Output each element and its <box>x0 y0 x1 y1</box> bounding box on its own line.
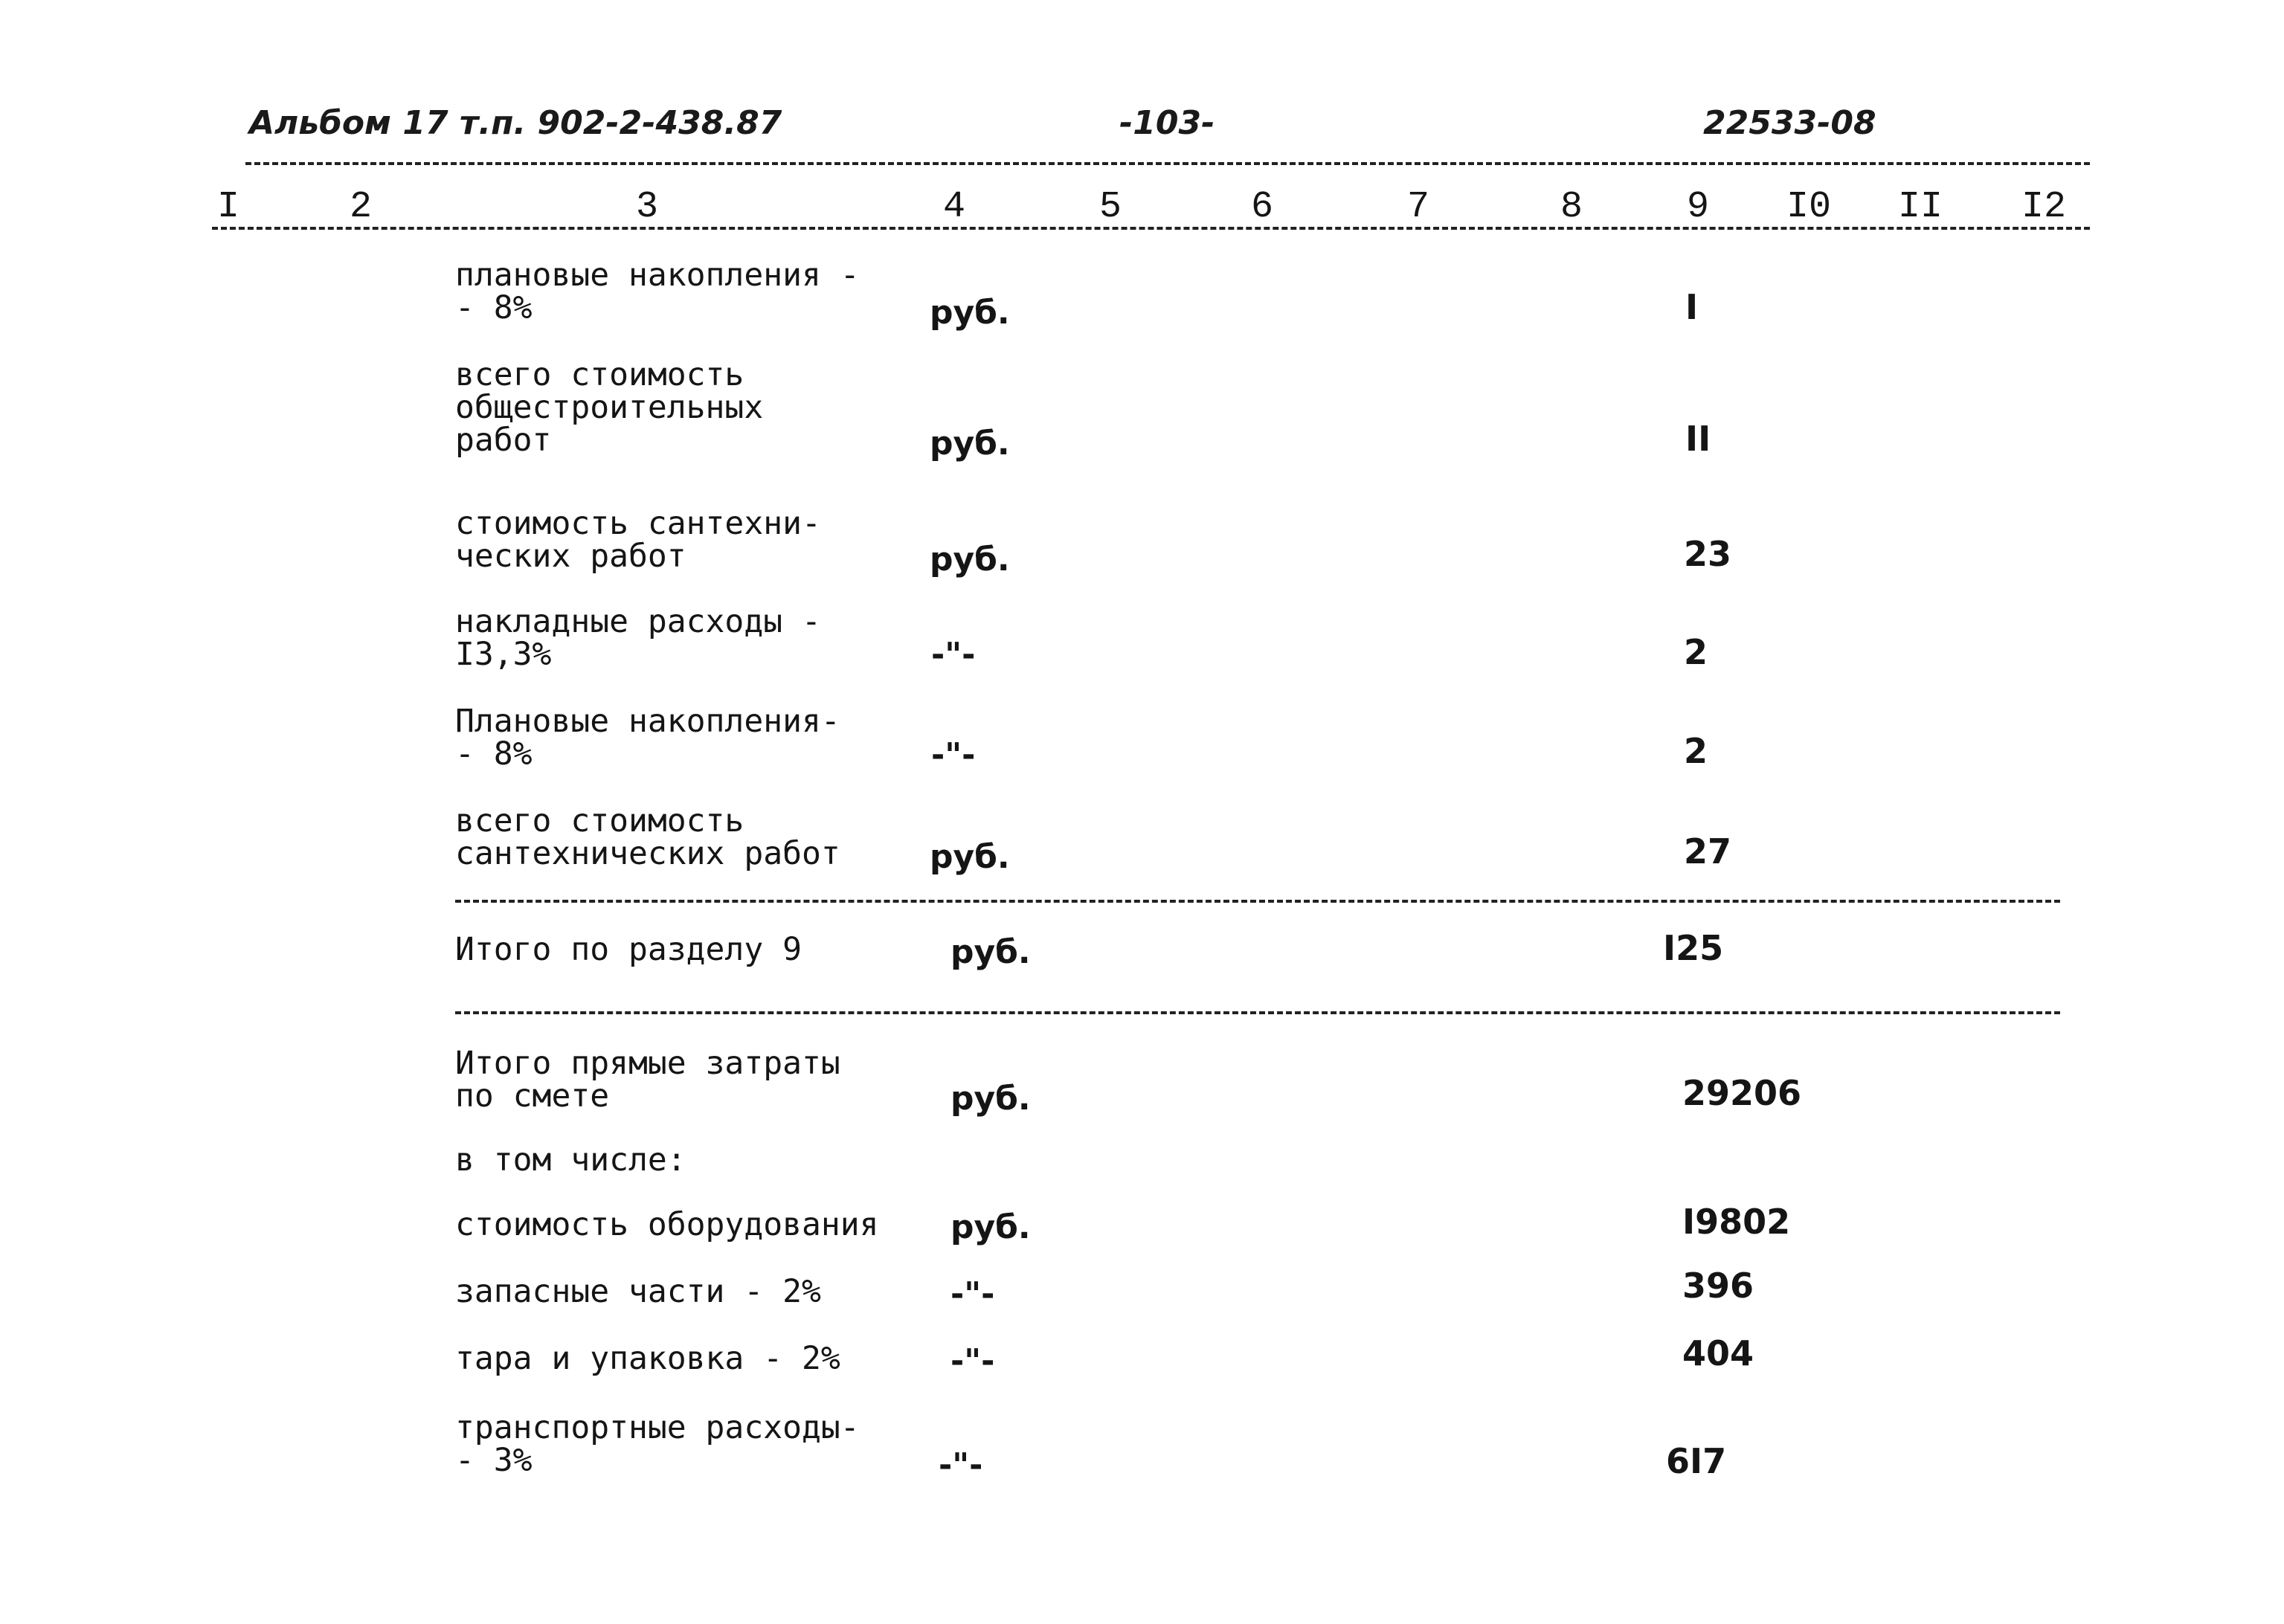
section-divider <box>455 900 2060 903</box>
row-value: 2 <box>1684 632 1708 672</box>
row-unit: руб. <box>930 541 1010 579</box>
row-description: накладные расходы - I3,3% <box>455 603 821 673</box>
row-description: Итого прямые затраты по смете <box>455 1045 840 1115</box>
column-number-12: I2 <box>2021 186 2067 228</box>
album-reference: Альбом 17 т.п. 902-2-438.87 <box>249 104 782 142</box>
row-unit: -"- <box>950 1342 995 1380</box>
section-divider <box>455 1011 2060 1014</box>
column-number-2: 2 <box>350 186 373 228</box>
row-value: 6I7 <box>1666 1441 1727 1481</box>
row-description: стоимость оборудования <box>455 1206 879 1243</box>
row-description: Плановые накопления- - 8% <box>455 703 840 773</box>
row-value: 29206 <box>1682 1073 1802 1113</box>
row-value: 404 <box>1682 1333 1754 1373</box>
row-description: плановые накопления - - 8% <box>455 257 860 326</box>
column-number-3: 3 <box>636 186 659 228</box>
row-description: Итого по разделу 9 <box>455 931 802 968</box>
row-unit: руб. <box>950 933 1031 971</box>
row-value: II <box>1685 419 1711 459</box>
column-number-4: 4 <box>943 186 966 228</box>
row-value: 2 <box>1684 731 1708 771</box>
column-number-11: II <box>1898 186 1943 228</box>
row-description: стоимость сантехни- ческих работ <box>455 505 821 575</box>
row-value: I25 <box>1663 928 1724 968</box>
row-unit: руб. <box>930 838 1010 876</box>
column-number-6: 6 <box>1251 186 1274 228</box>
row-unit: руб. <box>950 1080 1031 1118</box>
document-code: 22533-08 <box>1703 104 1876 142</box>
column-number-10: I0 <box>1786 186 1832 228</box>
row-unit: -"- <box>939 1446 983 1484</box>
column-number-5: 5 <box>1099 186 1122 228</box>
row-description: тара и упаковка - 2% <box>455 1340 840 1377</box>
row-unit: руб. <box>930 294 1010 332</box>
row-unit: руб. <box>930 425 1010 463</box>
column-number-8: 8 <box>1560 186 1583 228</box>
row-unit: -"- <box>931 736 976 774</box>
column-header-divider <box>212 227 2090 230</box>
header-divider <box>245 162 2090 165</box>
row-description: всего стоимость сантехнических работ <box>455 802 840 872</box>
row-description: в том числе: <box>455 1141 686 1179</box>
row-value: 27 <box>1684 831 1732 871</box>
row-value: 396 <box>1682 1266 1754 1306</box>
row-description: запасные части - 2% <box>455 1273 821 1310</box>
column-number-9: 9 <box>1687 186 1710 228</box>
row-description: транспортные расходы- - 3% <box>455 1409 860 1479</box>
column-number-1: I <box>217 186 240 228</box>
row-description: всего стоимость общестроительных работ <box>455 356 764 459</box>
row-unit: -"- <box>950 1275 995 1313</box>
column-number-7: 7 <box>1407 186 1430 228</box>
row-value: 23 <box>1684 534 1732 574</box>
page-number: -103- <box>1119 104 1215 142</box>
row-unit: -"- <box>931 636 976 674</box>
row-value: I <box>1685 287 1699 327</box>
row-unit: руб. <box>950 1208 1031 1246</box>
row-value: I9802 <box>1682 1202 1791 1242</box>
